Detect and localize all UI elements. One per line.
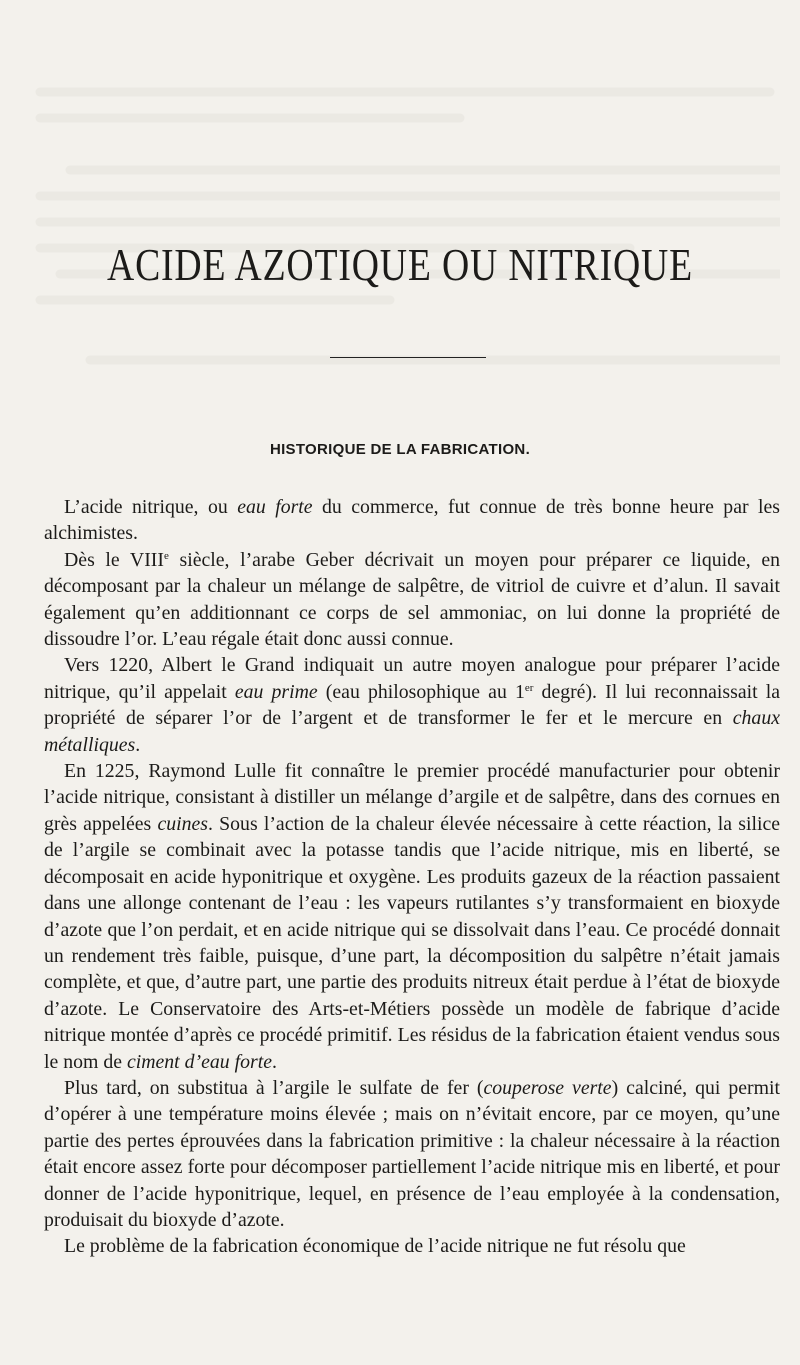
text-run: . bbox=[135, 733, 141, 756]
text-run: Vers 1220, Albert le Grand indiquait un autre moyen analogue pour préparer l’acide nitrique, qu’il appelait bbox=[44, 654, 780, 703]
paragraph bbox=[44, 652, 780, 758]
text-run: degré). Il lui reconnaissait la propriété de séparer l’or de l’argent et de transformer le fer et le mercure en bbox=[44, 680, 780, 730]
text-run: Plus tard, on substitua à l’argile le sulfate de fer ( bbox=[64, 1076, 484, 1099]
text-run: . bbox=[271, 1050, 277, 1073]
paragraph bbox=[44, 1233, 780, 1259]
paragraph bbox=[44, 494, 780, 547]
text-run: En 1225, Raymond Lulle fit connaître le premier procédé manufacturier pour obtenir l’acide nitrique, consistant à distiller un mélange d’argile et de salpêtre, dans des cornues en grès appelées bbox=[44, 760, 780, 835]
text-run: ) calciné, qui permit d’opérer à une température moins élevée ; mais on n’évitait encore, par ce moyen, qu’une partie des pertes éprouvées dans la fabrication primitive : la chaleur nécessaire à la réaction était encore assez forte pour décomposer partiellement l’acide nitrique mis en liberté, et pour donner de l’acide hyponitrique, lequel, en présence de l’eau employée à la condensation, produisait du bioxyde d’azote. bbox=[44, 1076, 780, 1231]
page-title: ACIDE AZOTIQUE OU NITRIQUE bbox=[107, 239, 693, 290]
title-divider bbox=[330, 357, 486, 358]
italic-text: cuines bbox=[157, 812, 209, 835]
text-run: siècle, l’arabe Geber décrivait un moyen pour préparer ce liquide, en décomposant par la chaleur un mélange de salpêtre, de vitriol de cuivre et d’alun. Il savait également qu’en additionnant ce corps de sel ammoniac, on lui donne la propriété de dissoudre l’or. L’eau régale était donc aussi connue. bbox=[44, 548, 781, 651]
bleed-through-texture bbox=[30, 70, 780, 398]
italic-text: eau prime bbox=[234, 680, 318, 703]
text-run: Dès le VIII bbox=[64, 548, 164, 571]
text-run: du commerce, fut connue de très bonne heure par les alchimistes. bbox=[44, 496, 780, 545]
superscript: e bbox=[163, 549, 169, 562]
text-run: L’acide nitrique, ou bbox=[64, 496, 238, 518]
italic-text: ciment d’eau forte bbox=[126, 1050, 272, 1073]
bleed-through-lines bbox=[30, 70, 780, 390]
text-run: Le problème de la fabrication économique de l’acide nitrique ne fut résolu que bbox=[64, 1235, 686, 1258]
body-text bbox=[44, 494, 780, 1260]
italic-text: eau forte bbox=[237, 496, 313, 518]
section-heading: HISTORIQUE DE LA FABRICATION. bbox=[269, 441, 531, 458]
text-run: (eau philosophique au 1 bbox=[317, 680, 525, 703]
paragraph bbox=[44, 758, 780, 1075]
italic-text: couperose verte bbox=[483, 1076, 612, 1099]
italic-text: chaux métalliques bbox=[44, 707, 780, 756]
text-run: . Sous l’action de la chaleur élevée nécessaire à cette réaction, la silice de l’argile se combinait avec la potasse tandis que l’acide nitrique, mis en liberté, se décomposait en acide hyponitrique et oxygène. Les produits gazeux de la réaction passaient dans une allonge contenant de l’eau : les vapeurs rutilantes s’y transformaient en bioxyde d’azote que l’on perdait, et en acide nitrique qui se dissolvait dans l’eau. Ce procédé donnait un rendement très faible, puisque, d’une part, la décomposition du salpêtre n’était jamais complète, et que, d’autre part, une partie des produits nitreux était perdue à l’état de bioxyde d’azote. Le Conservatoire des Arts-et-Métiers possède un modèle de fabrique d’acide nitrique montée d’après ce procédé primitif. Les résidus de la fabrication étaient vendus sous le nom de bbox=[44, 812, 780, 1073]
paragraph bbox=[44, 547, 780, 653]
paragraph bbox=[44, 1075, 780, 1233]
superscript: er bbox=[524, 681, 534, 694]
